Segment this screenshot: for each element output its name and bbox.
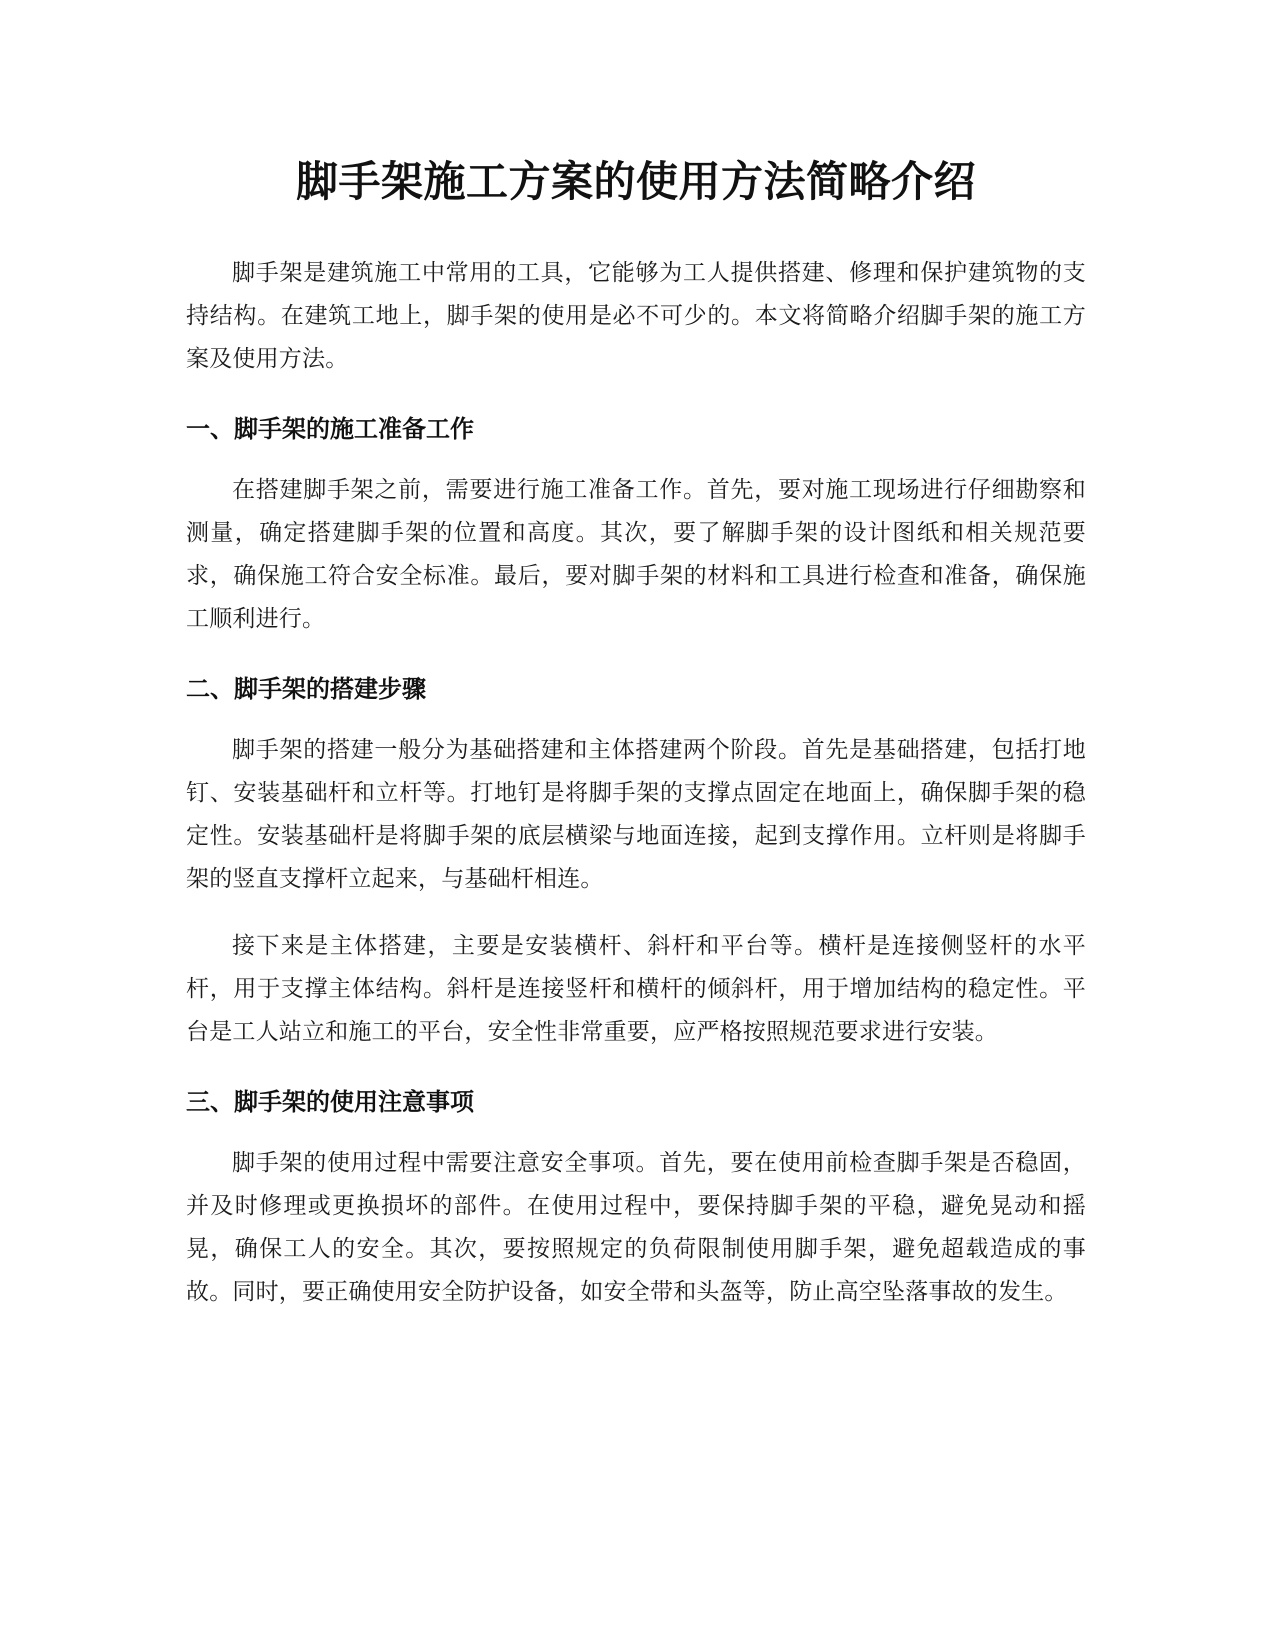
intro-paragraph: 脚手架是建筑施工中常用的工具，它能够为工人提供搭建、修理和保护建筑物的支持结构。在建筑工地上，脚手架的使用是必不可少的。本文将简略介绍脚手架的施工方案及使用方法。 [186, 260, 1086, 372]
section-2-paragraph-1: 脚手架的搭建一般分为基础搭建和主体搭建两个阶段。首先是基础搭建，包括打地钉、安装基础杆和立杆等。打地钉是将脚手架的支撑点固定在地面上，确保脚手架的稳定性。安装基础杆是将脚手架的底层横梁与地面连接，起到支撑作用。立杆则是将脚手架的竖直支撑杆立起来，与基础杆相连。 [186, 737, 1086, 892]
spacer [186, 901, 1086, 925]
section-3-paragraph-1: 脚手架的使用过程中需要注意安全事项。首先，要在使用前检查脚手架是否稳固，并及时修理或更换损坏的部件。在使用过程中，要保持脚手架的平稳，避免晃动和摇晃，确保工人的安全。其次，要按照规定的负荷限制使用脚手架，避免超载造成的事故。同时，要正确使用安全防护设备，如安全带和头盔等，防止高空坠落事故的发生。 [186, 1150, 1086, 1305]
spacer [186, 447, 1086, 469]
section-heading-1: 一、脚手架的施工准备工作 [186, 415, 474, 443]
spacer [186, 214, 1086, 252]
document-body [186, 150, 1086, 1314]
section-2-paragraph-2: 接下来是主体搭建，主要是安装横杆、斜杆和平台等。横杆是连接侧竖杆的水平杆，用于支撑主体结构。斜杆是连接竖杆和横杆的倾斜杆，用于增加结构的稳定性。平台是工人站立和施工的平台，安全性非常重要，应严格按照规范要求进行安装。 [186, 933, 1086, 1045]
section-heading-3: 三、脚手架的使用注意事项 [186, 1088, 474, 1116]
document-title: 脚手架施工方案的使用方法简略介绍 [295, 157, 976, 206]
spacer [186, 1120, 1086, 1142]
spacer [186, 707, 1086, 729]
spacer [186, 641, 1086, 671]
spacer [186, 381, 1086, 411]
section-1-paragraph-1: 在搭建脚手架之前，需要进行施工准备工作。首先，要对施工现场进行仔细勘察和测量，确定搭建脚手架的位置和高度。其次，要了解脚手架的设计图纸和相关规范要求，确保施工符合安全标准。最后，要对脚手架的材料和工具进行检查和准备，确保施工顺利进行。 [186, 477, 1086, 632]
spacer [186, 1054, 1086, 1084]
section-heading-2: 二、脚手架的搭建步骤 [186, 675, 426, 703]
